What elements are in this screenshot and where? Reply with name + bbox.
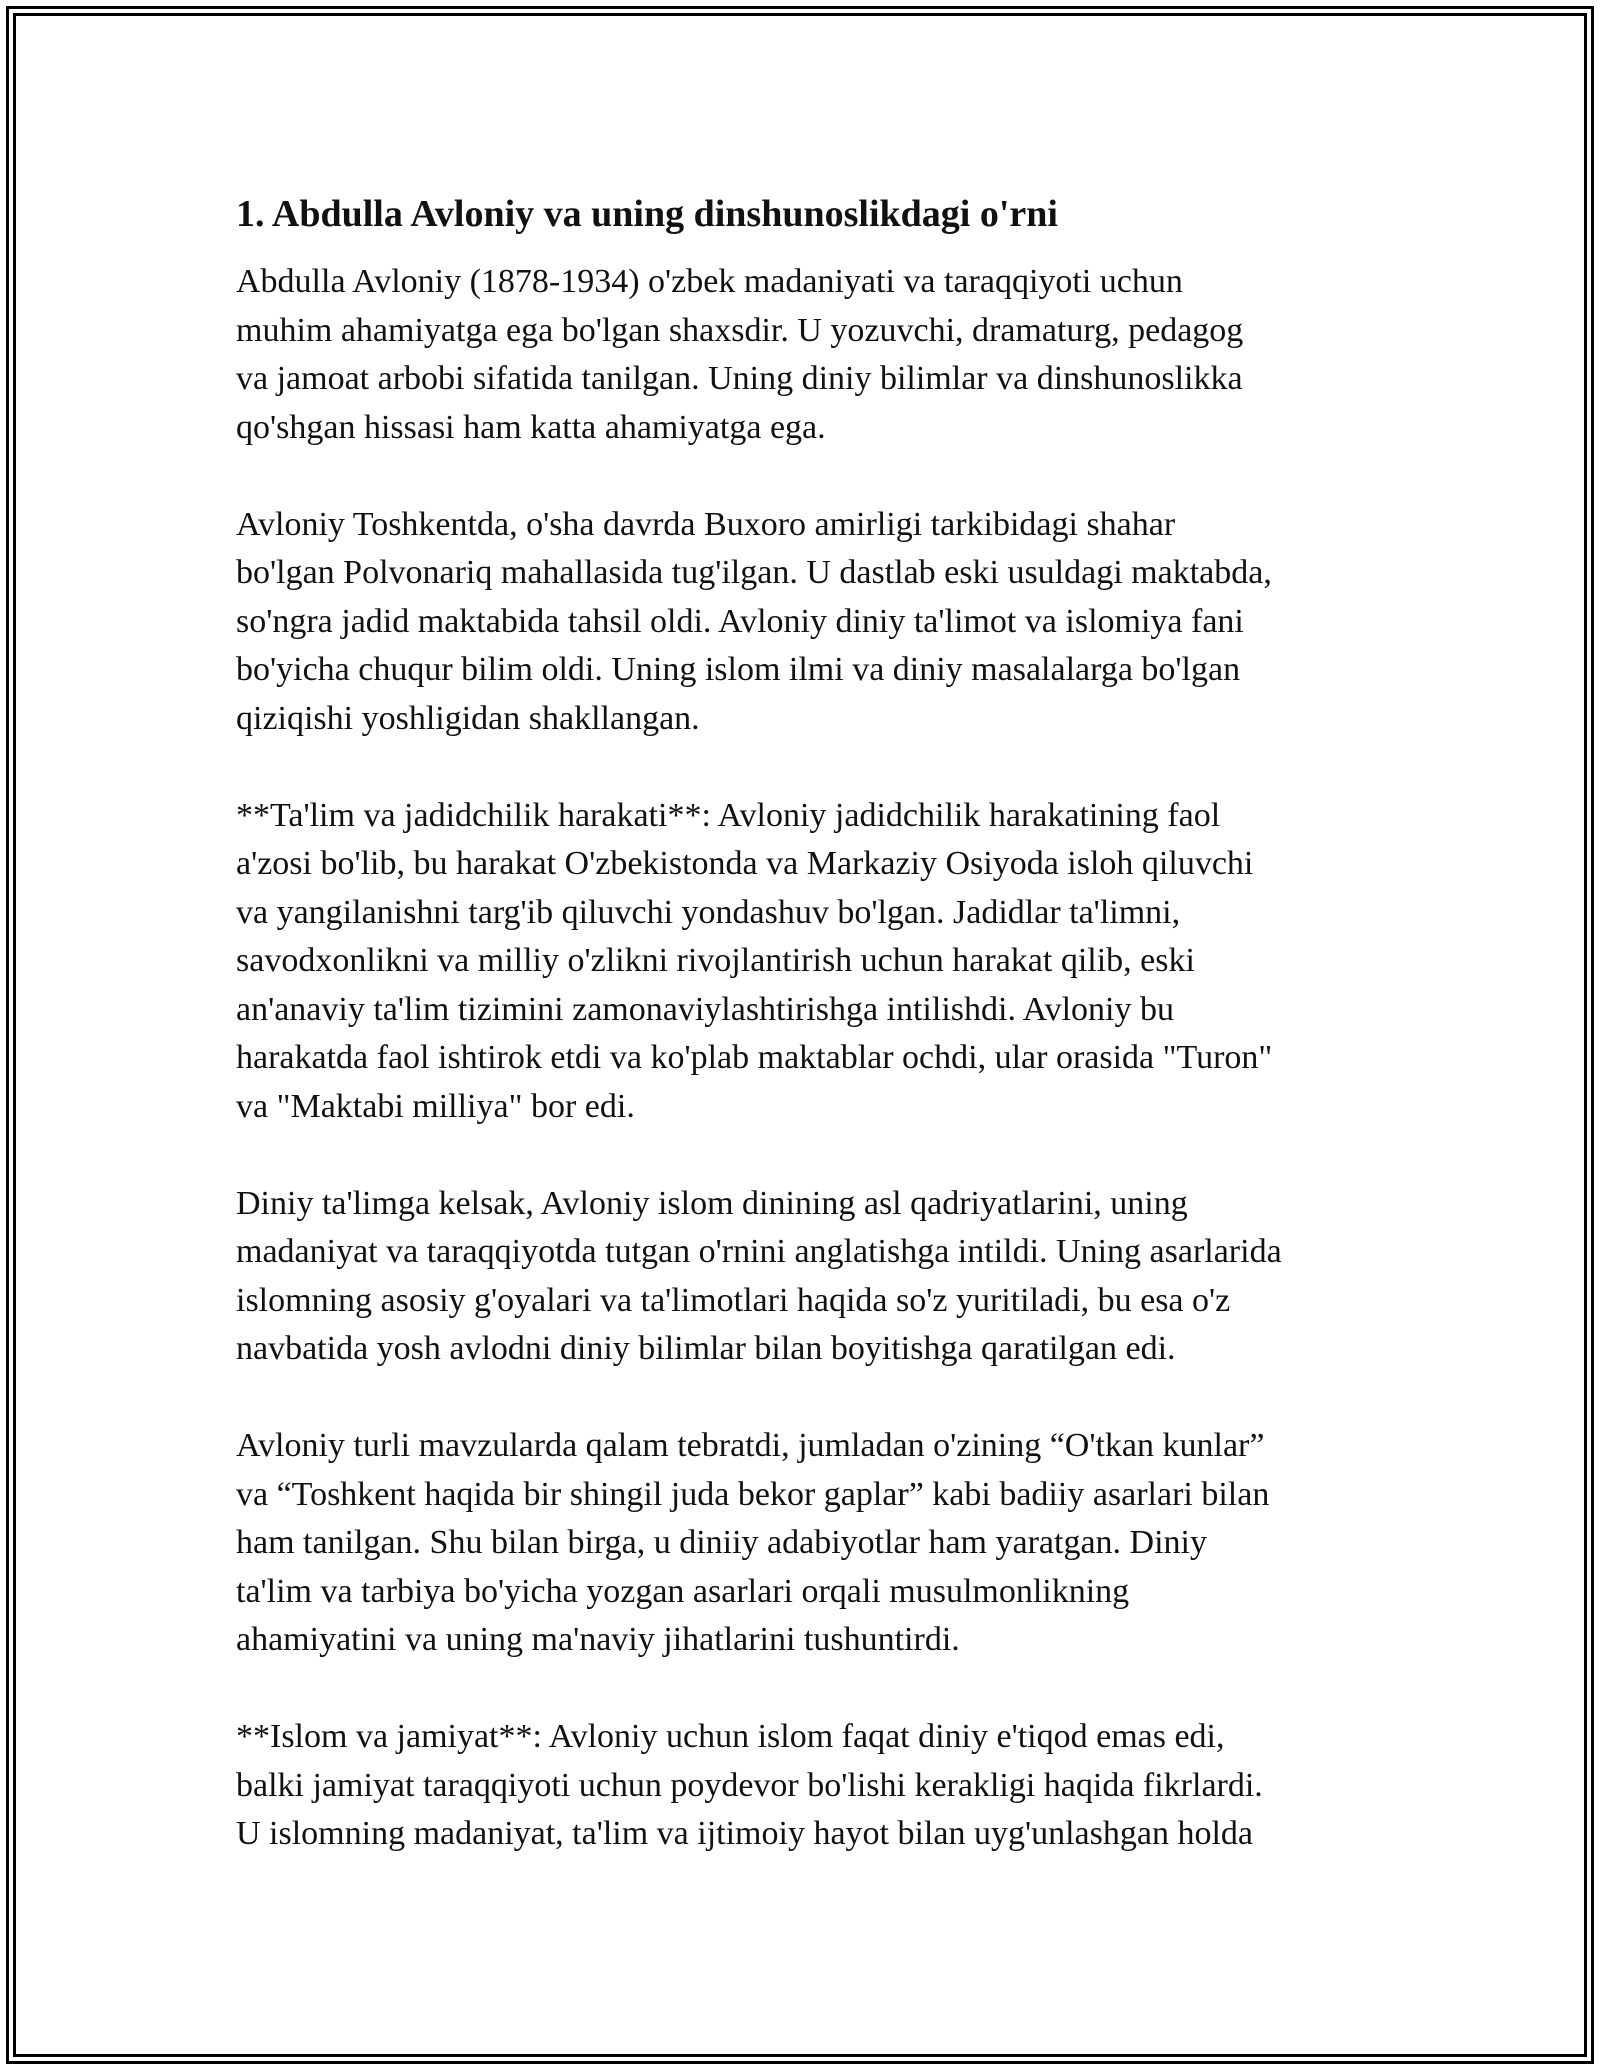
text-line: navbatida yosh avlodni diniy bilimlar bilan boyitishga qaratilgan edi. <box>236 1330 1176 1367</box>
paragraph <box>236 792 1382 1132</box>
text-line: qo'shgan hissasi ham katta ahamiyatga ega. <box>236 408 826 446</box>
text-line: balki jamiyat taraqqiyoti uchun poydevor bo'lishi kerakligi haqida fikrlardi. <box>236 1766 1263 1804</box>
section-heading: 1. Abdulla Avloniy va uning dinshunoslikdagi o'rni <box>236 193 1058 235</box>
text-line: muhim ahamiyatga ega bo'lgan shaxsdir. U yozuvchi, dramaturg, pedagog <box>236 311 1244 349</box>
text-line: U islomning madaniyat, ta'lim va ijtimoiy hayot bilan uyg'unlashgan holda <box>236 1815 1253 1852</box>
text-line: ham tanilgan. Shu bilan birga, u diniiy adabiyotlar ham yaratgan. Diniy <box>236 1524 1207 1561</box>
text-line: a'zosi bo'lib, bu harakat O'zbekistonda va Markaziy Osiyoda isloh qiluvchi <box>236 845 1254 882</box>
text-line: va "Maktabi milliya" bor edi. <box>236 1087 635 1125</box>
text-line: Diniy ta'limga kelsak, Avloniy islom dinining asl qadriyatlarini, uning <box>236 1184 1188 1222</box>
text-line: harakatda faol ishtirok etdi va ko'plab maktablar ochdi, ular orasida "Turon" <box>236 1039 1273 1076</box>
text-line: bo'yicha chuqur bilim oldi. Uning islom ilmi va diniy masalalarga bo'lgan <box>236 651 1241 688</box>
text-line: an'anaviy ta'lim tizimini zamonaviylashtirishga intilishdi. Avloniy bu <box>236 990 1174 1028</box>
text-line: ahamiyatini va uning ma'naviy jihatlarini tushuntirdi. <box>236 1621 960 1658</box>
text-line: va jamoat arbobi sifatida tanilgan. Uning diniy bilimlar va dinshunoslikka <box>236 360 1243 397</box>
text-line: Abdulla Avloniy (1878-1934) o'zbek madaniyati va taraqqiyoti uchun <box>236 263 1183 300</box>
text-line: so'ngra jadid maktabida tahsil oldi. Avloniy diniy ta'limot va islomiya fani <box>236 602 1244 640</box>
text-line: bo'lgan Polvonariq mahallasida tug'ilgan. U dastlab eski usuldagi maktabda, <box>236 554 1272 591</box>
text-line: madaniyat va taraqqiyotda tutgan o'rnini anglatishga intildi. Uning asarlarida <box>236 1233 1282 1270</box>
text-line: qiziqishi yoshligidan shakllangan. <box>236 699 700 737</box>
text-line: savodxonlikni va milliy o'zlikni rivojlantirish uchun harakat qilib, eski <box>236 942 1195 979</box>
paragraph <box>236 501 1382 744</box>
text-line: Avloniy turli mavzularda qalam tebratdi, jumladan o'zining “O'tkan kunlar” <box>236 1427 1265 1464</box>
paragraph <box>236 258 1382 452</box>
text-line: va “Toshkent haqida bir shingil juda bekor gaplar” kabi badiiy asarlari bilan <box>236 1475 1270 1513</box>
paragraph <box>236 1422 1382 1665</box>
text-line: **Islom va jamiyat**: Avloniy uchun islom faqat diniy e'tiqod emas edi, <box>236 1718 1225 1755</box>
text-line: va yangilanishni targ'ib qiluvchi yondashuv bo'lgan. Jadidlar ta'limni, <box>236 893 1181 931</box>
text-line: **Ta'lim va jadidchilik harakati**: Avloniy jadidchilik harakatining faol <box>236 796 1221 834</box>
paragraph <box>236 1713 1382 1859</box>
text-line: ta'lim va tarbiya bo'yicha yozgan asarlari orqali musulmonlikning <box>236 1572 1130 1610</box>
document-body <box>236 188 1382 1907</box>
text-line: Avloniy Toshkentda, o'sha davrda Buxoro amirligi tarkibidagi shahar <box>236 505 1176 543</box>
text-line: islomning asosiy g'oyalari va ta'limotlari haqida so'z yuritiladi, bu esa o'z <box>236 1281 1231 1319</box>
paragraph <box>236 1180 1382 1374</box>
